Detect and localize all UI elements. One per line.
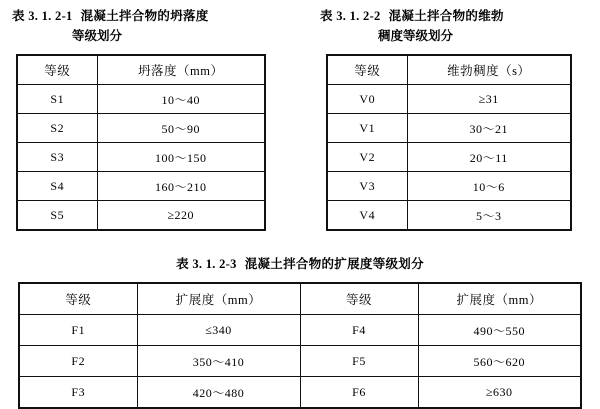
cell-grade-left: F1 [19,315,137,346]
table-header-row [17,55,265,85]
table-row [17,85,265,114]
caption-number: 表 3. 1. 2-2 [320,9,381,23]
cell-grade-left: F3 [19,377,137,409]
header-cell-grade-right: 等级 [300,283,418,315]
cell-grade: S3 [17,143,97,172]
cell-grade: S1 [17,85,97,114]
vebe-grade-table [326,54,572,231]
header-cell-grade: 等级 [327,55,407,85]
table-caption-2 [318,6,590,46]
spread-grade-table [18,282,582,409]
cell-grade: V0 [327,85,407,114]
table-header-row [327,55,571,85]
header-cell-grade-left: 等级 [19,283,137,315]
cell-grade: S2 [17,114,97,143]
cell-value-left: 420～480 [137,377,300,409]
cell-grade: S4 [17,172,97,201]
table-row [17,114,265,143]
caption-subline: 等级划分 [72,29,123,43]
table-caption-3 [14,254,586,274]
table-row [327,172,571,201]
table-row [19,346,581,377]
slump-grade-table [16,54,266,231]
cell-value: ≥31 [407,85,571,114]
caption-line-1 [14,254,586,274]
cell-grade: V4 [327,201,407,231]
cell-value: 5～3 [407,201,571,231]
table-row [327,201,571,231]
cell-value: 20～11 [407,143,571,172]
cell-grade-right: F4 [300,315,418,346]
table-header-row [19,283,581,315]
header-cell-vebe: 维勃稠度（s） [407,55,571,85]
header-cell-spread-left: 扩展度（mm） [137,283,300,315]
table-block-vebe [318,6,590,231]
cell-grade: V3 [327,172,407,201]
table-row [327,85,571,114]
table-row [17,143,265,172]
cell-value: 160～210 [97,172,265,201]
cell-value-right: 560～620 [418,346,581,377]
cell-value: 30～21 [407,114,571,143]
cell-value: 10～40 [97,85,265,114]
caption-line-1 [320,6,590,26]
caption-title: 混凝土拌合物的扩展度等级划分 [244,257,424,271]
cell-grade: V1 [327,114,407,143]
table-row [17,201,265,231]
caption-subline: 稠度等级划分 [378,29,454,43]
table-block-slump [10,6,290,231]
cell-value-left: ≤340 [137,315,300,346]
cell-grade-right: F6 [300,377,418,409]
table-row [327,114,571,143]
table-row [19,377,581,409]
table-row [17,172,265,201]
cell-value-left: 350～410 [137,346,300,377]
cell-value-right: ≥630 [418,377,581,409]
cell-value: ≥220 [97,201,265,231]
cell-value: 10～6 [407,172,571,201]
table-row [327,143,571,172]
cell-value-right: 490～550 [418,315,581,346]
caption-line-1 [12,6,290,26]
caption-number: 表 3. 1. 2-1 [12,9,73,23]
table-caption-1 [10,6,290,46]
table-row [19,315,581,346]
caption-number: 表 3. 1. 2-3 [176,257,237,271]
header-cell-grade: 等级 [17,55,97,85]
caption-title: 混凝土拌合物的坍落度 [80,9,209,23]
cell-grade-left: F2 [19,346,137,377]
cell-value: 100～150 [97,143,265,172]
table-block-spread [14,254,586,409]
cell-grade-right: F5 [300,346,418,377]
header-cell-slump: 坍落度（mm） [97,55,265,85]
cell-grade: S5 [17,201,97,231]
caption-title: 混凝土拌合物的维勃 [388,9,504,23]
cell-grade: V2 [327,143,407,172]
header-cell-spread-right: 扩展度（mm） [418,283,581,315]
cell-value: 50～90 [97,114,265,143]
